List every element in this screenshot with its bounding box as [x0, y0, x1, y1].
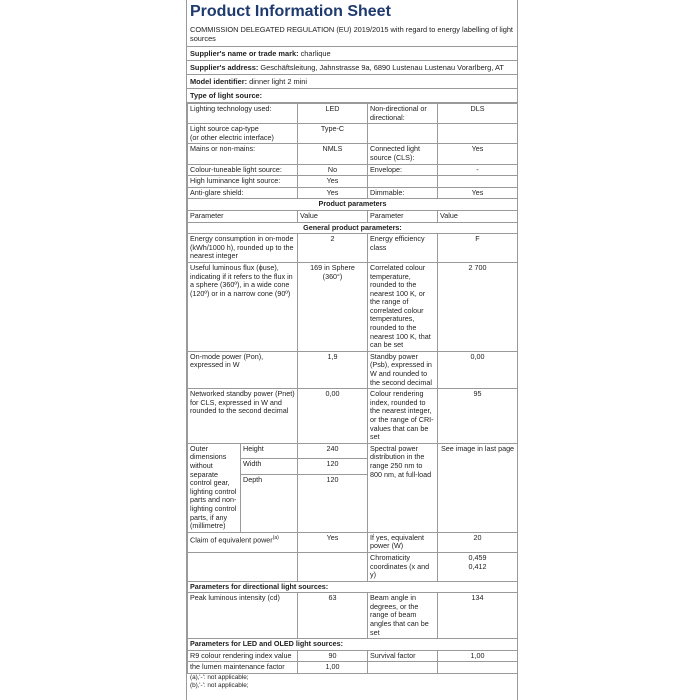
dimension-name: Height [241, 443, 298, 458]
param-label: Colour-tuneable light source: [188, 164, 298, 176]
param-value: Type-C [298, 124, 368, 144]
supplier-address-value: Geschäftsleitung, Jahnstrasse 9a, 6890 Lustenau Lustenau Vorarlberg, AT [260, 63, 504, 72]
param-value: 1,00 [298, 662, 368, 674]
table-row [188, 662, 518, 674]
supplier-name-label: Supplier's name or trade mark: [190, 49, 299, 58]
param-label: Non-directional or directional: [368, 104, 438, 124]
param-value: 1,00 [438, 650, 518, 662]
led-parameters-heading: Parameters for LED and OLED light sources: [188, 639, 518, 651]
param-value: LED [298, 104, 368, 124]
dimension-value: 240 [298, 443, 368, 458]
table-row [188, 144, 518, 164]
param-label: Useful luminous flux (ϕuse), indicating if it refers to the flux in a sphere (360º), in a wide cone (120º) or in a narrow cone (90º) [188, 262, 298, 351]
param-value: 90 [298, 650, 368, 662]
param-label: Colour rendering index, rounded to the nearest integer, or the range of CRI-values that can be set [368, 389, 438, 444]
footnote-marker: (a) [272, 534, 279, 541]
product-information-sheet [186, 0, 518, 700]
dimension-value: 120 [298, 474, 368, 532]
supplier-address-line [187, 61, 517, 75]
param-value: Yes [298, 532, 368, 552]
param-label: the lumen maintenance factor [188, 662, 298, 674]
param-label: Dimmable: [368, 187, 438, 199]
param-label: Lighting technology used: [188, 104, 298, 124]
param-value: 2 700 [438, 262, 518, 351]
column-header: Value [438, 210, 518, 222]
table-row [188, 593, 518, 639]
model-identifier-line [187, 75, 517, 89]
supplier-address-label: Supplier's address: [190, 63, 259, 72]
param-label: Standby power (Psb), expressed in W and rounded to the second decimal [368, 351, 438, 388]
table-row [188, 124, 518, 144]
empty-cell [188, 552, 298, 581]
product-parameters-heading: Product parameters [188, 199, 518, 211]
param-label [188, 532, 298, 552]
param-value: 63 [298, 593, 368, 639]
param-value [438, 552, 518, 581]
column-header: Value [298, 210, 368, 222]
param-value: Yes [438, 187, 518, 199]
param-label: If yes, equivalent power (W) [368, 532, 438, 552]
param-value: F [438, 234, 518, 263]
model-identifier-label: Model identifier: [190, 77, 248, 86]
table-row [188, 262, 518, 351]
param-value: 1,9 [298, 351, 368, 388]
param-label: Peak luminous intensity (cd) [188, 593, 298, 639]
equivalent-power-label: Claim of equivalent power [190, 535, 273, 545]
parameters-table [187, 103, 518, 674]
table-row [188, 187, 518, 199]
param-value [438, 662, 518, 674]
param-value: Yes [298, 187, 368, 199]
dimension-value: 120 [298, 459, 368, 474]
column-header: Parameter [368, 210, 438, 222]
param-value: 95 [438, 389, 518, 444]
param-label: On-mode power (Pon), expressed in W [188, 351, 298, 388]
param-label: High luminance light source: [188, 176, 298, 188]
dimensions-label: Outer dimensions without separate control gear, lighting control parts and non-lighting control parts, if any (millimetre) [188, 443, 241, 532]
dimension-name: Depth [241, 474, 298, 532]
supplier-name-line [187, 47, 517, 61]
table-row [188, 234, 518, 263]
param-value: 134 [438, 593, 518, 639]
empty-cell [298, 552, 368, 581]
general-parameters-heading: General product parameters: [188, 222, 518, 234]
footnote: (b)‚'-': not applicable; [190, 682, 249, 690]
section-heading-row [188, 222, 518, 234]
param-label: Survival factor [368, 650, 438, 662]
page-title: Product Information Sheet [190, 3, 391, 20]
param-value [438, 124, 518, 144]
param-label: Connected light source (CLS): [368, 144, 438, 164]
section-heading-row [188, 581, 518, 593]
param-value: 2 [298, 234, 368, 263]
chromaticity-x: 0,459 [468, 552, 487, 562]
dimensions-row [188, 443, 518, 458]
param-value: - [438, 164, 518, 176]
param-label: Energy consumption in on-mode (kWh/1000 h), rounded up to the nearest integer [188, 234, 298, 263]
param-label: Envelope: [368, 164, 438, 176]
table-header-row [188, 210, 518, 222]
param-value: DLS [438, 104, 518, 124]
column-header: Parameter [188, 210, 298, 222]
param-label [368, 662, 438, 674]
table-row [188, 176, 518, 188]
param-label: Spectral power distribution in the range 250 nm to 800 nm, at full-load [368, 443, 438, 532]
param-label [368, 124, 438, 144]
param-value: 0,00 [298, 389, 368, 444]
type-heading: Type of light source: [187, 89, 517, 103]
table-row [188, 650, 518, 662]
chromaticity-y: 0,412 [468, 561, 487, 571]
param-label: Chromaticity coordinates (x and y) [368, 552, 438, 581]
supplier-name-value: charlique [300, 49, 331, 58]
section-heading-row [188, 199, 518, 211]
param-value: 0,00 [438, 351, 518, 388]
param-value: 169 in Sphere (360°) [298, 262, 368, 351]
param-label: Correlated colour temperature, rounded to the nearest 100 K, or the range of correlated colour temperatures, rounded to the nearest 100 K, that can be set [368, 262, 438, 351]
model-identifier-value: dinner light 2 mini [249, 77, 308, 86]
table-row [188, 532, 518, 552]
param-label: Beam angle in degrees, or the range of beam angles that can be set [368, 593, 438, 639]
table-row [188, 389, 518, 444]
param-label: Light source cap-type (or other electric interface) [188, 124, 298, 144]
param-label: Anti-glare shield: [188, 187, 298, 199]
footnote: (a)‚'-': not applicable; [190, 674, 249, 682]
param-label: Networked standby power (Pnet) for CLS, expressed in W and rounded to the second decimal [188, 389, 298, 444]
param-value: NMLS [298, 144, 368, 164]
param-value: See image in last page [438, 443, 518, 532]
param-value: 20 [438, 532, 518, 552]
table-row [188, 164, 518, 176]
param-value: No [298, 164, 368, 176]
directional-parameters-heading: Parameters for directional light sources: [188, 581, 518, 593]
param-value: Yes [438, 144, 518, 164]
param-label: R9 colour rendering index value [188, 650, 298, 662]
param-value: Yes [298, 176, 368, 188]
dimension-name: Width [241, 459, 298, 474]
table-row [188, 351, 518, 388]
regulation-text: COMMISSION DELEGATED REGULATION (EU) 2019/2015 with regard to energy labelling of light sources [187, 22, 517, 47]
param-label: Mains or non-mains: [188, 144, 298, 164]
param-value [438, 176, 518, 188]
param-label: Energy efficiency class [368, 234, 438, 263]
table-row [188, 104, 518, 124]
table-row [188, 552, 518, 581]
param-label [368, 176, 438, 188]
section-heading-row [188, 639, 518, 651]
